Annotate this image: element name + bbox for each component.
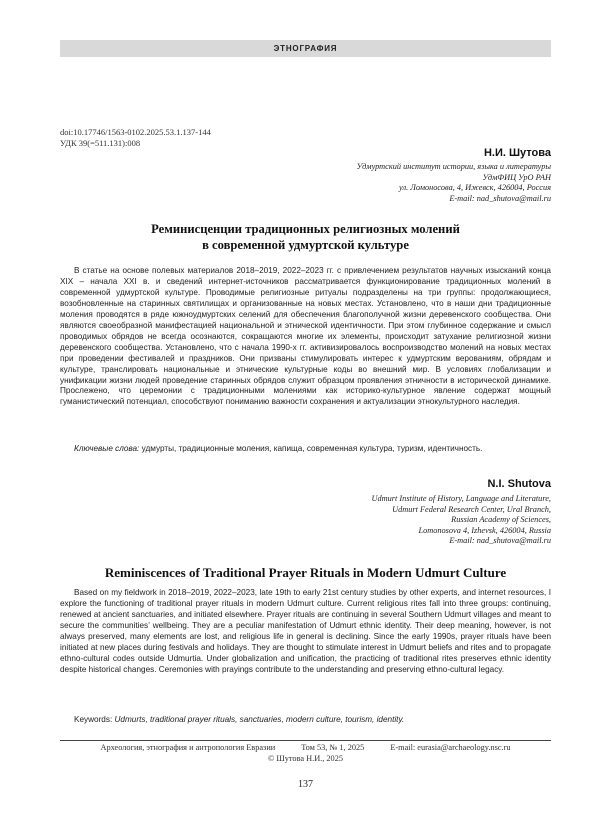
author-email-en: E-mail: nad_shutova@mail.ru [449, 536, 551, 545]
page-number: 137 [298, 779, 313, 790]
author-name-en: N.I. Shutova [487, 478, 551, 490]
article-title-ru [60, 221, 551, 253]
abstract-text-ru: В статье на основе полевых материалов 2018–2019, 2022–2023 гг. с привлечением результатов научных изысканий конца XIX – начала XXI в. и сведений интернет-источников рассматривается функционирование традиционных молений в современной удмуртской культуре. Проводимые религиозные ритуалы подразделены на три группы: продолжающиеся, возобновленные на старинных святилищах и организованные на новых местах. Установлено, что в наши дни традиционные моления проводятся в ряде южноудмуртских селений для обеспечения благополучной жизни деревенского сообщества. Они являются своеобразной манифестацией национальной и этнической идентичности. При этом глубинное содержание и смысл проводимых обрядов не всегда осознаются, сокращаются многие их элементы, происходит затухание религиозной жизни деревенского сообщества. Установлено, что с начала 1990-х гг. активизировалось воспроизводство молений на новых местах при проведении фестивалей и праздников. Они призваны стимулировать интерес к удмуртским верованиям, обрядам и культуре, транслировать национальные и этнические культурные коды во внешний мир. В условиях глобализации и унификации жизни людей проведение старинных обрядов служит образцом проявления этничности в исторической динамике. Прослежено, что церемонии с традиционными молениями как историко-культурное явление содержат мощный гуманистический потенциал, способствуют пониманию важности сохранения и актуализации этнокультурного наследия. [60, 266, 551, 407]
article-title-en: Reminiscences of Traditional Prayer Rituals in Modern Udmurt Culture [104, 565, 507, 580]
journal-name: Археология, этнография и антропология Евразии [100, 743, 276, 752]
affiliation-line: ул. Ломоносова, 4, Ижевск, 426004, Россия [399, 183, 551, 192]
keywords-list-en: Udmurts, traditional prayer rituals, sanctuaries, modern culture, tourism, identity. [112, 715, 405, 724]
author-email-ru: E-mail: nad_shutova@mail.ru [449, 193, 551, 203]
section-header [60, 40, 551, 57]
keywords-list-ru: удмурты, традиционные моления, капища, современная культура, туризм, идентичность. [139, 444, 483, 453]
doi: doi:10.17746/1563-0102.2025.53.1.137-144 [60, 127, 211, 137]
article-meta [60, 127, 211, 148]
udc: УДК 39(=511.131):008 [60, 137, 141, 148]
page-footer [60, 743, 551, 764]
affiliation-line: Udmurt Institute of History, Language and Literature, [371, 494, 551, 503]
abstract-en [60, 588, 551, 676]
copyright: © Шутова Н.И., 2025 [268, 753, 343, 763]
affiliation-line: Lomonosova 4, Izhevsk, 426004, Russia [418, 525, 551, 535]
affiliation-line: Russian Academy of Sciences, [451, 515, 551, 524]
affiliation-line: Udmurt Federal Research Center, Ural Branch, [392, 504, 551, 514]
keywords-label-en: Keywords: [74, 715, 113, 724]
footer-divider [60, 740, 551, 741]
keywords-en [60, 715, 551, 726]
abstract-text-en: Based on my fieldwork in 2018–2019, 2022–2023, late 19th to early 21st century studies by other experts, and internet resources, I explore the functioning of traditional prayer rituals in modern Udmurt culture. Current religious rites fall into three groups: continuing, renewed at ancient sanctuaries, and initiated elsewhere. Prayer rituals are continuing in several Southern Udmurt villages and meant to secure the communities’ wellbeing. They are a peculiar manifestation of Udmurt ethnic identity. Their deep meaning, however, is not always preserved, many elements are lost, and religious life in general is declining. Since the early 1990s, prayer rituals have been initiated at new places during festivals and holidays. They are thought to stimulate interest in Udmurt beliefs and rites and to propagate ethno-cultural codes outside Udmurtia. Under globalization and unification, the practicing of traditional rites preserves ethnic identity despite historical changes. Ceremonies with prayings contribute to the understanding and preserving ethno-cultural legacy. [60, 588, 551, 674]
abstract-ru [60, 266, 551, 408]
keywords-ru [60, 444, 551, 455]
author-block-en [372, 478, 551, 547]
affiliation-line: Удмуртский институт истории, языка и литературы [356, 162, 551, 171]
title-line: Реминисценции традиционных религиозных молений [151, 222, 460, 236]
author-name-ru: Н.И. Шутова [483, 147, 551, 159]
journal-email: E-mail: eurasia@archaeology.nsc.ru [390, 743, 511, 752]
affiliation-line: УдмФИЦ УрО РАН [482, 172, 551, 182]
title-line: в современной удмуртской культуре [202, 238, 409, 252]
journal-issue: Том 53, № 1, 2025 [301, 743, 365, 752]
section-label: ЭТНОГРАФИЯ [273, 44, 338, 53]
author-block-ru [357, 147, 551, 204]
keywords-label-ru: Ключевые слова: [74, 444, 140, 453]
